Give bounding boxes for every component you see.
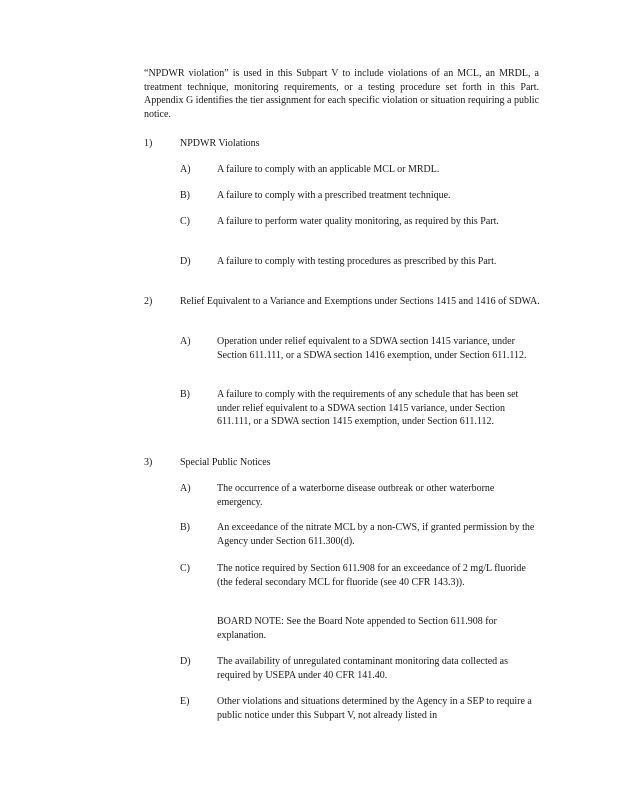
section-1-item-a-text: A failure to comply with an applicable MCL or MRDL.	[217, 164, 440, 175]
section-3-item-d-label: D)	[180, 656, 191, 667]
section-2-title: Relief Equivalent to a Variance and Exemptions under Sections 1415 and 1416 of SDWA.	[180, 296, 540, 307]
section-3-title: Special Public Notices	[180, 457, 271, 468]
section-3-item-e-text: Other violations and situations determined by the Agency in a SEP to require a public notice under this Subpart V, not already listed in	[217, 696, 532, 721]
section-2-item-b-text: A failure to comply with the requirements of any schedule that has been set under relief equivalent to a SDWA section 1415 variance, under Section 611.111, or a SDWA section 1415 exemption, under Section 611.112.	[217, 389, 519, 427]
section-3-item-b-text: An exceedance of the nitrate MCL by a non-CWS, if granted permission by the Agency under Section 611.300(d).	[217, 522, 535, 547]
section-2-item-a-text: Operation under relief equivalent to a SDWA section 1415 variance, under Section 611.111, or a SDWA section 1416 exemption, under Section 611.112.	[217, 336, 527, 361]
section-3-item-a-label: A)	[180, 483, 191, 494]
section-3-item-c-text: The notice required by Section 611.908 for an exceedance of 2 mg/L fluoride (the federal secondary MCL for fluoride (see 40 CFR 143.3)).	[217, 563, 526, 588]
section-1-item-c-text: A failure to perform water quality monitoring, as required by this Part.	[217, 216, 499, 227]
section-3-item-b-label: B)	[180, 522, 190, 533]
section-3-item-e-label: E)	[180, 696, 190, 707]
section-2-item-b-label: B)	[180, 389, 190, 400]
section-1-title: NPDWR Violations	[180, 138, 260, 149]
section-1-number: 1)	[144, 138, 153, 149]
section-3-item-a-text: The occurrence of a waterborne disease outbreak or other waterborne emergency.	[217, 483, 495, 508]
section-2-number: 2)	[144, 296, 153, 307]
section-1-item-a-label: A)	[180, 164, 191, 175]
section-1-item-c-label: C)	[180, 216, 190, 227]
intro-paragraph: “NPDWR violation” is used in this Subpart V to include violations of an MCL, an MRDL, a treatment technique, monitoring requirements, or a testing procedure set forth in this Part. Appendix G identifies the tier assignment for each specific violation or situation requiring a public notice.	[144, 68, 539, 120]
section-3-item-c-label: C)	[180, 563, 190, 574]
section-3-item-d-text: The availability of unregulated contaminant monitoring data collected as required by USEPA under 40 CFR 141.40.	[217, 656, 509, 681]
section-1-item-b-label: B)	[180, 190, 190, 201]
section-3-number: 3)	[144, 457, 153, 468]
section-3-item-c-board-note: BOARD NOTE: See the Board Note appended to Section 611.908 for explanation.	[217, 616, 497, 641]
section-1-item-d-text: A failure to comply with testing procedures as prescribed by this Part.	[217, 256, 497, 267]
section-1-item-b-text: A failure to comply with a prescribed treatment technique.	[217, 190, 451, 201]
section-1-item-d-label: D)	[180, 256, 191, 267]
section-2-item-a-label: A)	[180, 336, 191, 347]
